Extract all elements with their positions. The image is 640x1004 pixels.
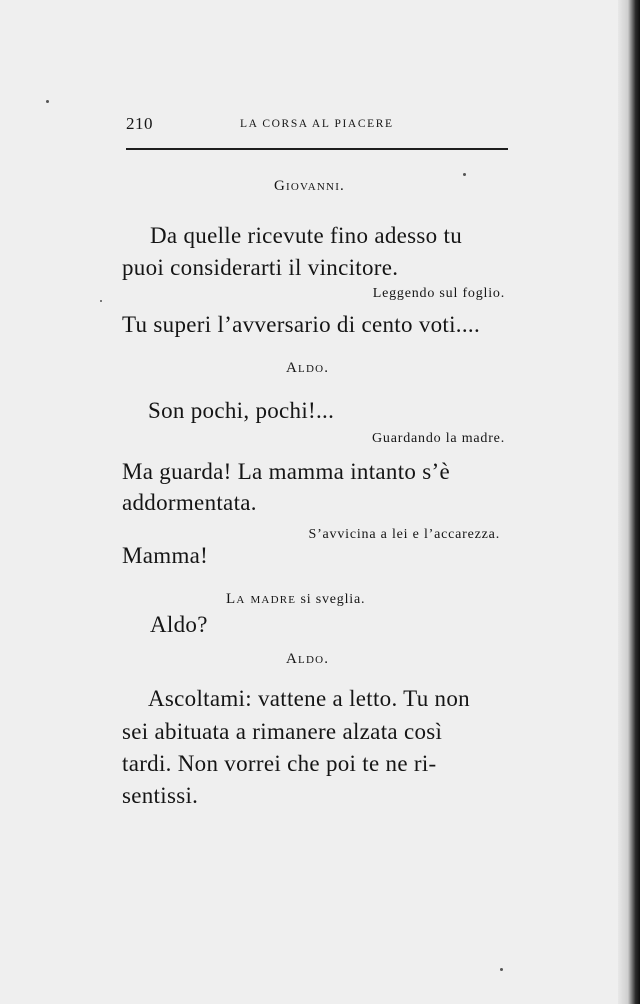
aldo-speech-line: Ascoltami: vattene a letto. Tu non <box>148 686 470 711</box>
speaker-aldo: Aldo. <box>286 651 330 667</box>
aldo-speech-line: Ma guarda! La mamma intanto s’è <box>122 459 450 484</box>
character-name-madre: La madre <box>226 591 297 607</box>
aldo-speech-line: sentissi. <box>122 783 199 808</box>
paper-speck <box>46 100 49 103</box>
paper-speck <box>100 300 102 302</box>
giovanni-speech-line: puoi considerarti il vincitore. <box>122 255 399 280</box>
aldo-speech-line: Mamma! <box>122 543 209 568</box>
giovanni-speech-line: Da quelle ricevute fino adesso tu <box>150 223 462 248</box>
header-rule <box>126 148 508 150</box>
aldo-speech-line: sei abituata a rimanere alzata così <box>122 719 443 744</box>
running-title: LA CORSA AL PIACERE <box>240 118 394 130</box>
page-number: 210 <box>126 114 153 133</box>
paper-speck <box>500 968 503 971</box>
madre-speech-line: Aldo? <box>150 612 208 637</box>
aldo-speech-line: addormentata. <box>122 490 257 515</box>
speaker-giovanni: Giovanni. <box>274 178 346 194</box>
stage-action: si sveglia. <box>296 592 366 607</box>
paper-speck <box>463 173 466 176</box>
stage-direction: Guardando la madre. <box>372 431 505 446</box>
aldo-speech-line: tardi. Non vorrei che poi te ne ri- <box>122 751 437 776</box>
stage-direction: S’avvicina a lei e l’accarezza. <box>308 527 500 542</box>
page-edge-shadow <box>618 0 640 1004</box>
aldo-speech-line: Son pochi, pochi!... <box>148 398 335 423</box>
stage-direction-madre <box>226 591 365 608</box>
stage-direction: Leggendo sul foglio. <box>372 286 505 301</box>
speaker-aldo: Aldo. <box>286 360 330 376</box>
giovanni-speech-line: Tu superi l’avversario di cento voti.... <box>122 312 481 337</box>
